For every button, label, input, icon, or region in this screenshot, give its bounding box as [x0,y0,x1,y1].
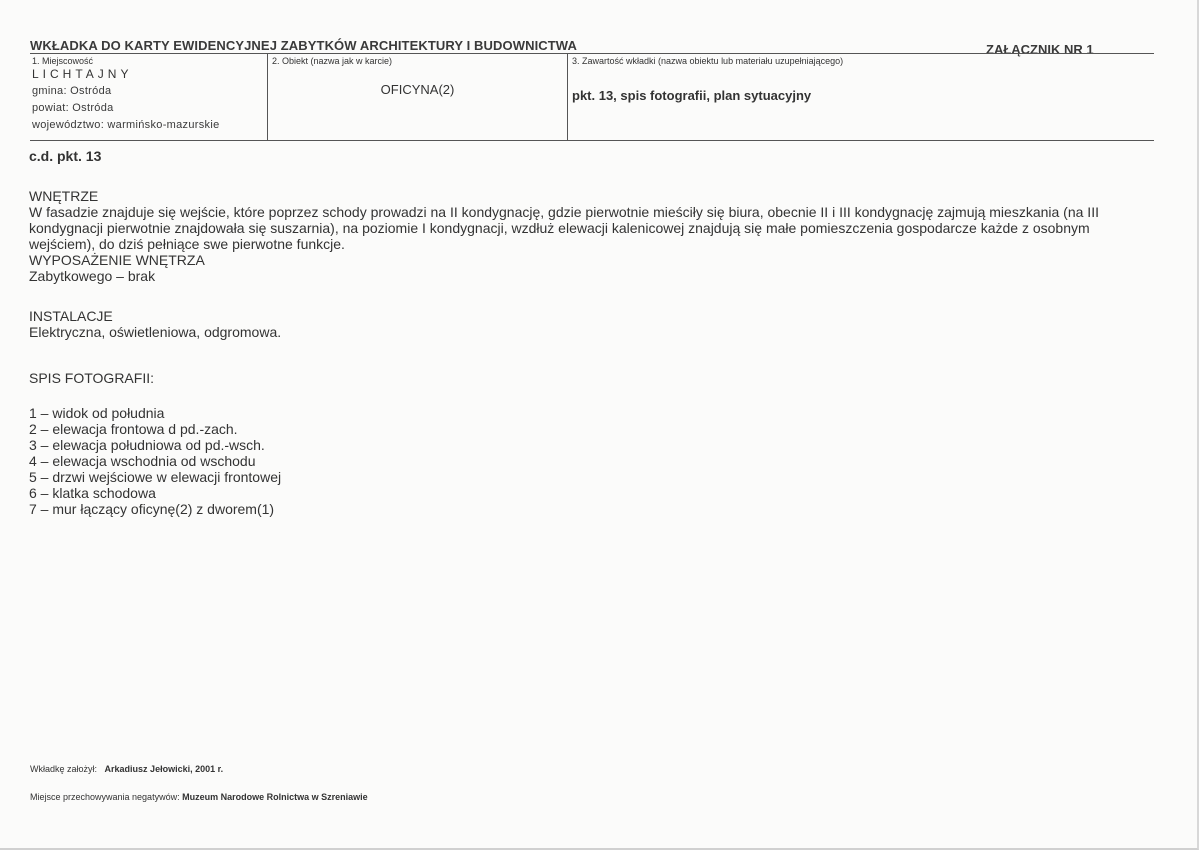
header-fields-table [30,53,1154,141]
field-object-caption: 2. Obiekt (nazwa jak w karcie) [272,56,393,66]
author-label: Wkładkę założył: [30,764,98,774]
photo-item-4: 4 – elewacja wschodnia od wschodu [29,453,256,469]
storage-label: Miejsce przechowywania negatywów: [30,792,180,802]
field-object [268,54,568,140]
interior-text: W fasadzie znajduje się wejście, które poprzez schody prowadzi na II kondygnację, gdzie pierwotnie mieściły się biura, obecnie II i III kondygnację zajmują mieszkania (na III kondygnacji pierwotnie znajdowała się suszarnia), na poziomie I kondygnacji, wzdłuż elewacji kalenicowej znajdują się małe pomieszczenia gospodarcze każde z osobnym wejściem), do dziś pełniące swe pierwotne funkcje. [29,204,1099,252]
field-locality-caption: 1. Miejscowość [32,56,94,66]
powiat-value: powiat: Ostróda [32,102,114,114]
wojewodztwo-value: województwo: warmińsko-mazurskie [32,119,220,131]
author-value: Arkadiusz Jełowicki, 2001 r. [104,764,224,774]
photos-heading: SPIS FOTOGRAFII: [29,370,154,386]
installations-text: Elektryczna, oświetleniowa, odgromowa. [29,324,282,340]
field-locality [30,54,268,140]
photo-item-7: 7 – mur łączący oficynę(2) z dworem(1) [29,501,275,517]
storage-line [30,792,368,802]
storage-value: Muzeum Narodowe Rolnictwa w Szreniawie [182,792,368,802]
equipment-text: Zabytkowego – brak [29,268,156,284]
content-value: pkt. 13, spis fotografii, plan sytuacyjny [572,88,812,103]
annex-label: ZAŁĄCZNIK NR 1 [986,42,1094,57]
photo-item-2: 2 – elewacja frontowa d pd.-zach. [29,421,238,437]
equipment-heading: WYPOSAŻENIE WNĘTRZA [29,252,205,268]
photo-item-6: 6 – klatka schodowa [29,485,156,501]
interior-heading: WNĘTRZE [29,188,99,204]
gmina-value: gmina: Ostróda [32,85,112,97]
field-content-caption: 3. Zawartość wkładki (nazwa obiektu lub materiału uzupełniającego) [572,56,844,66]
photo-item-3: 3 – elewacja południowa od pd.-wsch. [29,437,265,453]
field-content [568,54,1154,140]
continuation-label: c.d. pkt. 13 [29,148,102,164]
card-body [29,148,1159,517]
object-name: OFICYNA(2) [380,82,455,97]
photo-item-1: 1 – widok od południa [29,405,165,421]
installations-heading: INSTALACJE [29,308,113,324]
locality-name: LICHTAJNY [32,67,133,81]
document-title: WKŁADKA DO KARTY EWIDENCYJNEJ ZABYTKÓW ARCHITEKTURY I BUDOWNICTWA [30,38,577,53]
photo-item-5: 5 – drzwi wejściowe w elewacji frontowej [29,469,282,485]
author-line [30,764,223,774]
